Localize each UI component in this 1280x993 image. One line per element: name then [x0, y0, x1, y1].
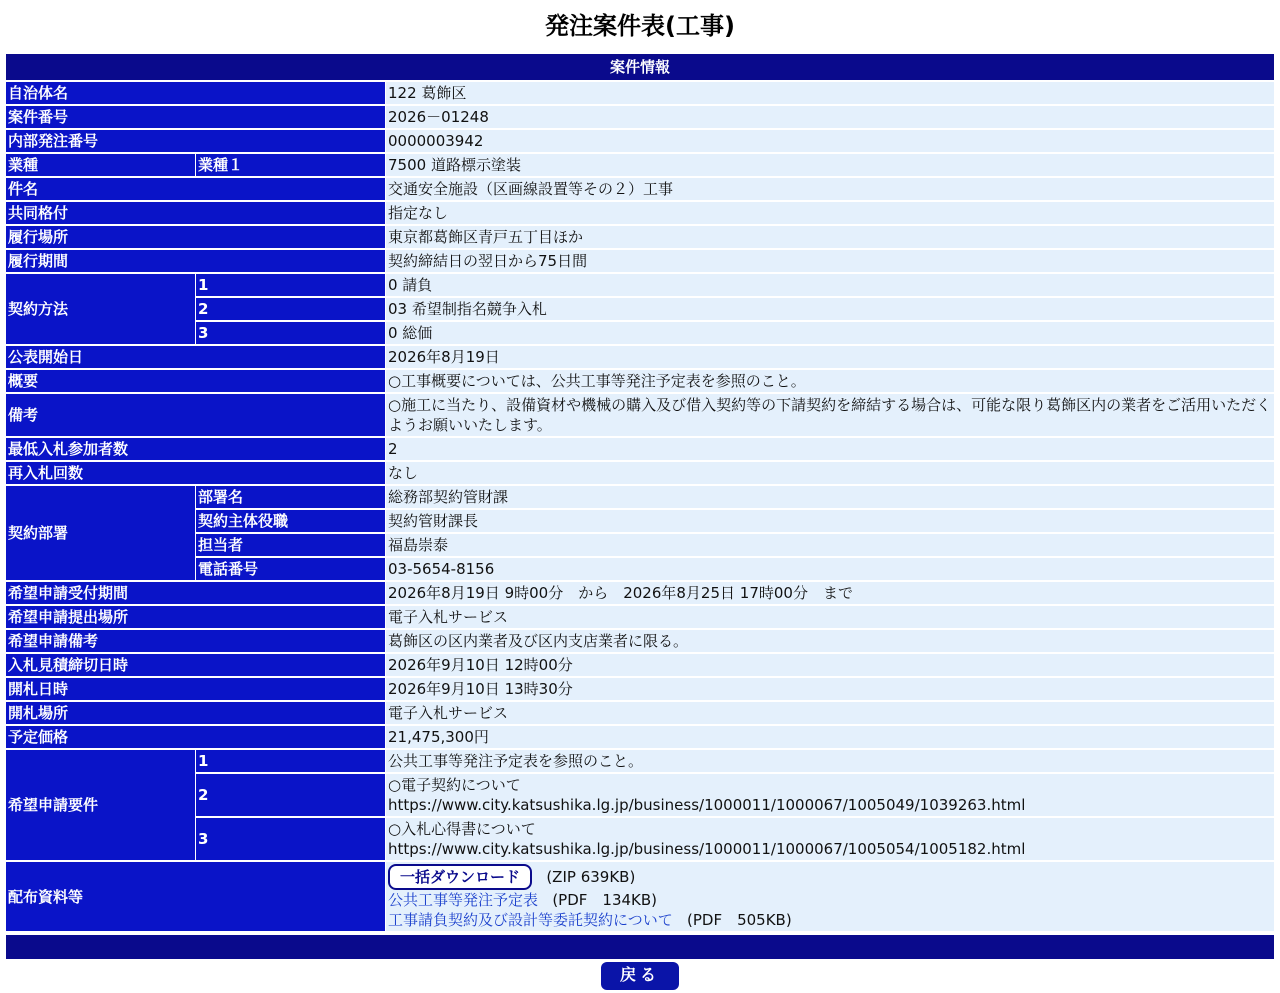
row-value-yoken-3 [386, 818, 1274, 862]
row-label-uketsuke: 希望申請受付期間 [6, 582, 386, 606]
row-value-hoho-3: 0 総価 [386, 322, 1274, 346]
row-value-basho: 東京都葛飾区青戸五丁目ほか [386, 226, 1274, 250]
row-label-kohyo: 公表開始日 [6, 346, 386, 370]
row-sublabel-busho-1: 部署名 [196, 486, 386, 510]
row-value-shimekiri: 2026年9月10日 12時00分 [386, 654, 1274, 678]
row-value-kyodo: 指定なし [386, 202, 1274, 226]
row-label-yotei: 予定価格 [6, 726, 386, 750]
case-info-table [6, 54, 1274, 933]
row-value-busho-2: 契約管財課長 [386, 510, 1274, 534]
row-value-haifu [386, 862, 1274, 933]
row-label-kaisatsu: 開札日時 [6, 678, 386, 702]
yoken-3-url: https://www.city.katsushika.lg.jp/business/1000011/1000067/1005054/1005182.html [388, 840, 1026, 858]
yoken-1-line1: 公共工事等発注予定表を参照のこと。 [388, 752, 644, 770]
row-sublabel-busho-4: 電話番号 [196, 558, 386, 582]
row-label-haifu: 配布資料等 [6, 862, 386, 933]
row-value-hoho-1: 0 請負 [386, 274, 1274, 298]
row-value-yoken-1 [386, 750, 1274, 774]
row-value-shinsei-biko: 葛飾区の区内業者及び区内支店業者に限る。 [386, 630, 1274, 654]
row-sublabel-hoho-1: 1 [196, 274, 386, 298]
file-link-yotei[interactable]: 公共工事等発注予定表 [388, 891, 539, 909]
row-label-busho: 契約部署 [6, 486, 196, 582]
row-label-gyoshu: 業種 [6, 154, 196, 178]
row-label-sainyu: 再入札回数 [6, 462, 386, 486]
row-label-jichitai: 自治体名 [6, 82, 386, 106]
yoken-3-line1: ○入札心得書について [388, 820, 536, 838]
yoken-2-url: https://www.city.katsushika.lg.jp/business/1000011/1000067/1005049/1039263.html [388, 796, 1026, 814]
page-title: 発注案件表(工事) [545, 12, 735, 40]
row-label-anken-no: 案件番号 [6, 106, 386, 130]
row-value-hoho-2: 03 希望制指名競争入札 [386, 298, 1274, 322]
row-label-hoho: 契約方法 [6, 274, 196, 346]
row-label-teishutsu: 希望申請提出場所 [6, 606, 386, 630]
download-size: (ZIP 639KB) [546, 868, 636, 886]
row-label-shinsei-biko: 希望申請備考 [6, 630, 386, 654]
row-value-kohyo: 2026年8月19日 [386, 346, 1274, 370]
row-value-kaisatsu: 2026年9月10日 13時30分 [386, 678, 1274, 702]
row-label-kenmei: 件名 [6, 178, 386, 202]
row-sublabel-yoken-3: 3 [196, 818, 386, 862]
row-label-basho: 履行場所 [6, 226, 386, 250]
row-sublabel-hoho-3: 3 [196, 322, 386, 346]
row-value-kenmei: 交通安全施設（区画線設置等その２）工事 [386, 178, 1274, 202]
row-sublabel-gyoshu: 業種１ [196, 154, 386, 178]
row-label-kikan: 履行期間 [6, 250, 386, 274]
row-value-busho-4: 03-5654-8156 [386, 558, 1274, 582]
row-value-kikan: 契約締結日の翌日から75日間 [386, 250, 1274, 274]
row-value-saitei: 2 [386, 438, 1274, 462]
file-size-yotei: (PDF 134KB) [552, 891, 658, 909]
row-label-naibu-no: 内部発注番号 [6, 130, 386, 154]
row-label-kyodo: 共同格付 [6, 202, 386, 226]
row-label-shimekiri: 入札見積締切日時 [6, 654, 386, 678]
row-value-jichitai: 122 葛飾区 [386, 82, 1274, 106]
row-value-yotei: 21,475,300円 [386, 726, 1274, 750]
row-sublabel-hoho-2: 2 [196, 298, 386, 322]
footer-bar [6, 935, 1274, 959]
row-sublabel-yoken-1: 1 [196, 750, 386, 774]
row-value-anken-no: 2026－01248 [386, 106, 1274, 130]
row-value-biko: ○施工に当たり、設備資材や機械の購入及び借入契約等の下請契約を締結する場合は、可能な限り葛飾区内の業者をご活用いただくようお願いいたします。 [386, 394, 1274, 438]
section-header: 案件情報 [6, 54, 1274, 82]
row-value-kaisatsu-basho: 電子入札サービス [386, 702, 1274, 726]
row-label-kaisatsu-basho: 開札場所 [6, 702, 386, 726]
back-button[interactable]: 戻る [601, 962, 679, 990]
row-value-naibu-no: 0000003942 [386, 130, 1274, 154]
row-value-busho-1: 総務部契約管財課 [386, 486, 1274, 510]
row-label-yoken: 希望申請要件 [6, 750, 196, 862]
row-value-busho-3: 福島崇泰 [386, 534, 1274, 558]
bulk-download-button[interactable]: 一括ダウンロード [388, 864, 532, 890]
row-value-gaiyo: ○工事概要については、公共工事等発注予定表を参照のこと。 [386, 370, 1274, 394]
file-size-keiyaku: (PDF 505KB) [687, 911, 792, 929]
row-sublabel-busho-3: 担当者 [196, 534, 386, 558]
row-label-biko: 備考 [6, 394, 386, 438]
row-value-teishutsu: 電子入札サービス [386, 606, 1274, 630]
row-sublabel-yoken-2: 2 [196, 774, 386, 818]
yoken-2-line1: ○電子契約について [388, 776, 521, 794]
file-link-keiyaku[interactable]: 工事請負契約及び設計等委託契約について [388, 911, 673, 929]
row-value-gyoshu: 7500 道路標示塗装 [386, 154, 1274, 178]
row-value-uketsuke: 2026年8月19日 9時00分 から 2026年8月25日 17時00分 まで [386, 582, 1274, 606]
row-label-saitei: 最低入札参加者数 [6, 438, 386, 462]
row-value-sainyu: なし [386, 462, 1274, 486]
row-sublabel-busho-2: 契約主体役職 [196, 510, 386, 534]
row-label-gaiyo: 概要 [6, 370, 386, 394]
row-value-yoken-2 [386, 774, 1274, 818]
